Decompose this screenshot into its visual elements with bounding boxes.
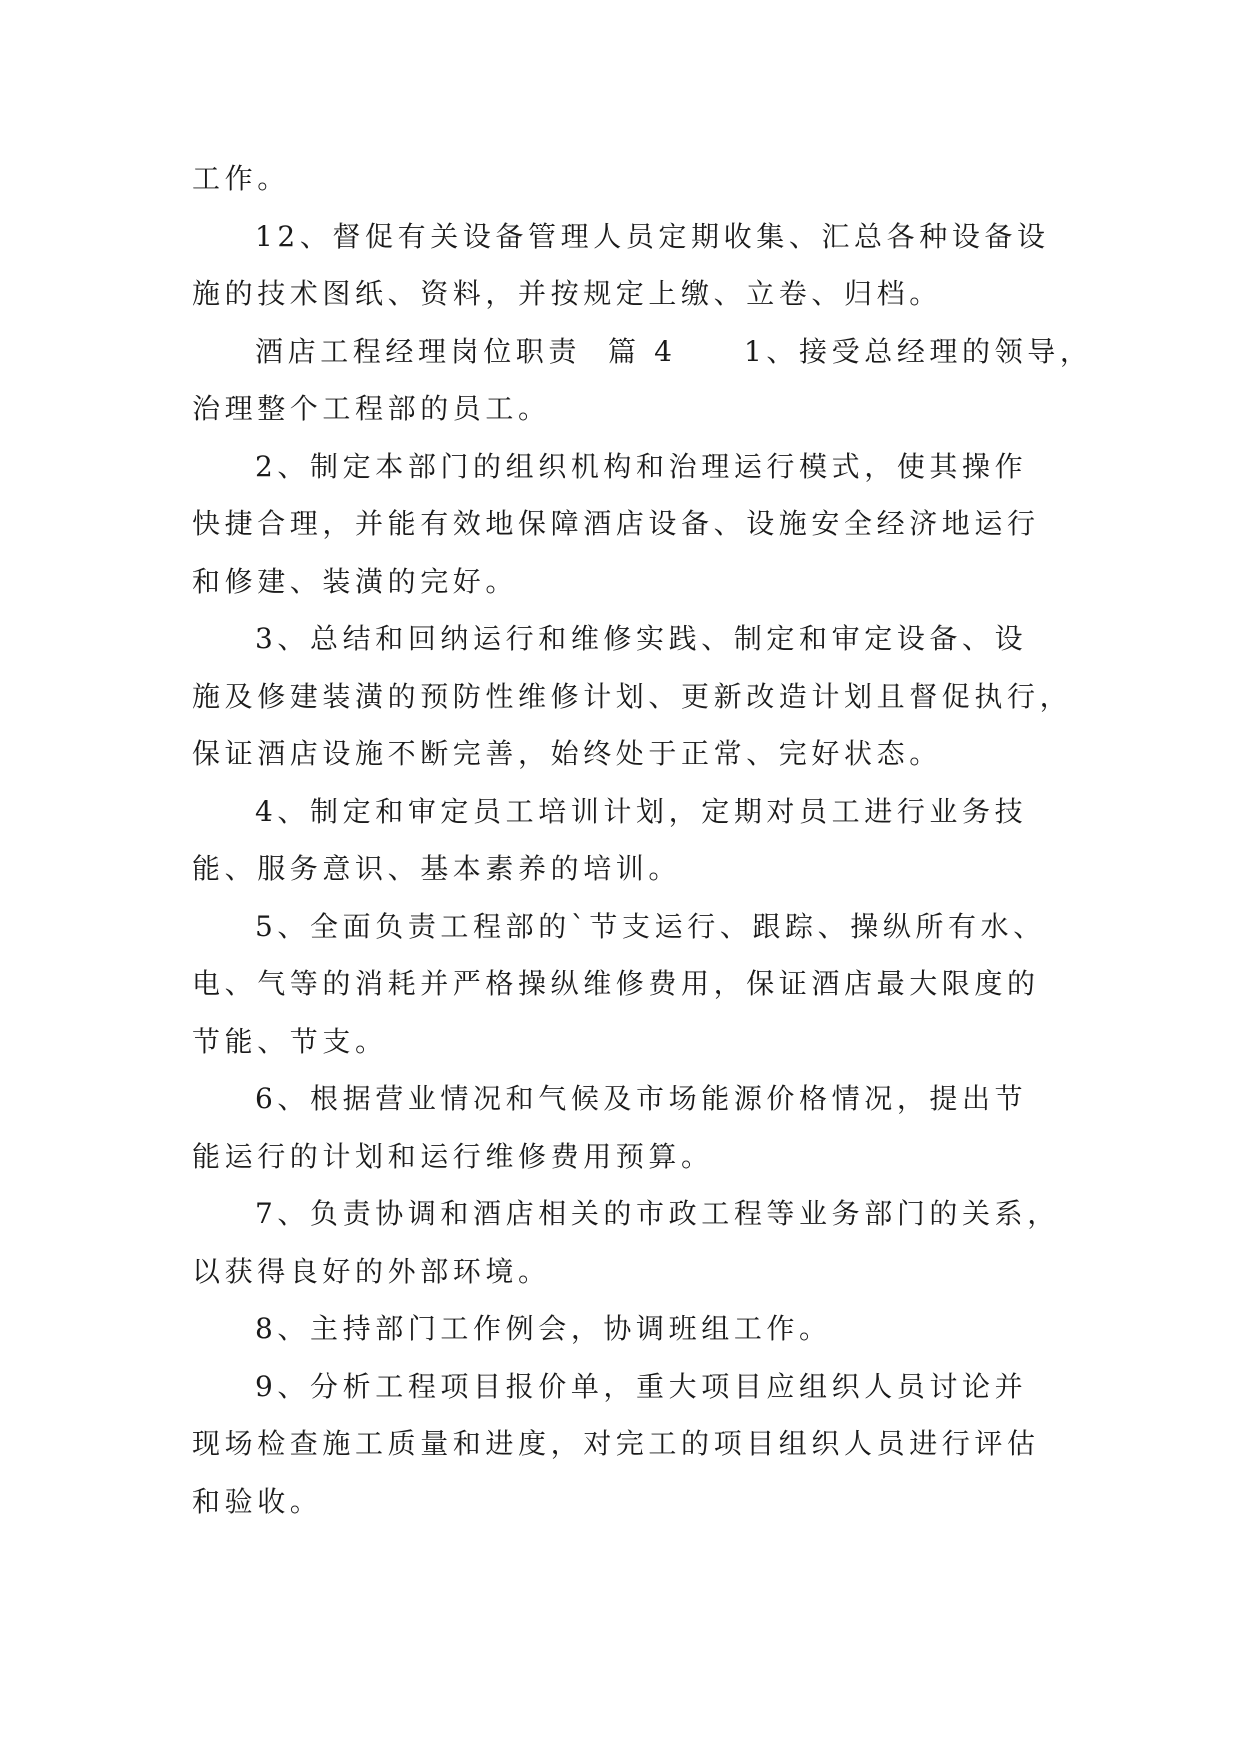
text-line: 治理整个工程部的员工。 bbox=[192, 392, 551, 425]
text-line: 施及修建装潢的预防性维修计划、更新改造计划且督促执行， bbox=[192, 679, 1073, 713]
text-line: 电、气等的消耗并严格操纵维修费用，保证酒店最大限度的 bbox=[192, 967, 1040, 1000]
text-line: 12、督促有关设备管理人员定期收集、汇总各种设备设 bbox=[255, 219, 1050, 253]
text-line: 以获得良好的外部环境。 bbox=[192, 1254, 551, 1288]
section-heading-line: 酒店工程经理岗位职责 篇 4 1、接受总经理的领导， bbox=[255, 334, 1093, 368]
text-line: 和验收。 bbox=[192, 1484, 323, 1518]
text-line: 快捷合理，并能有效地保障酒店设备、设施安全经济地运行 bbox=[192, 507, 1040, 540]
text-line: 施的技术图纸、资料，并按规定上缴、立卷、归档。 bbox=[192, 277, 942, 310]
text-line: 和修建、装潢的完好。 bbox=[192, 564, 519, 598]
text-line: 2、制定本部门的组织机构和治理运行模式，使其操作 bbox=[255, 449, 1028, 483]
text-line: 3、总结和回纳运行和维修实践、制定和审定设备、设 bbox=[255, 622, 1028, 655]
text-line: 8、主持部门工作例会，协调班组工作。 bbox=[255, 1312, 832, 1345]
text-line: 能运行的计划和运行维修费用预算。 bbox=[192, 1139, 714, 1173]
text-line: 工作。 bbox=[192, 162, 290, 195]
text-line: 能、服务意识、基本素养的培训。 bbox=[192, 852, 682, 885]
text-line: 节能、节支。 bbox=[192, 1024, 388, 1058]
text-line: 6、根据营业情况和气候及市场能源价格情况，提出节 bbox=[255, 1082, 1028, 1115]
text-line: 7、负责协调和酒店相关的市政工程等业务部门的关系， bbox=[255, 1197, 1060, 1230]
text-line: 现场检查施工质量和进度，对完工的项目组织人员进行评估 bbox=[192, 1427, 1040, 1460]
text-line: 9、分析工程项目报价单，重大项目应组织人员讨论并 bbox=[255, 1369, 1028, 1403]
document-page bbox=[192, 150, 1093, 1530]
text-line: 5、全面负责工程部的`节支运行、跟踪、操纵所有水、 bbox=[255, 909, 1046, 943]
text-line: 保证酒店设施不断完善，始终处于正常、完好状态。 bbox=[192, 737, 942, 770]
text-line: 4、制定和审定员工培训计划，定期对员工进行业务技 bbox=[255, 794, 1028, 828]
